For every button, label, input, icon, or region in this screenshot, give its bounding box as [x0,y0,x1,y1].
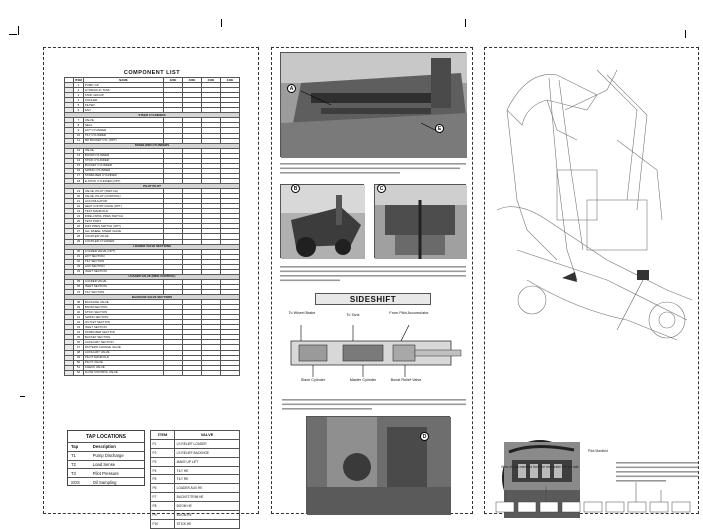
table-row [151,475,240,484]
crop-mark [9,34,17,35]
item-number: 1 [74,83,84,88]
caption-diagram [282,398,466,413]
item-number: 16 [74,168,84,173]
caption-mid [280,265,466,286]
crop-mark [18,26,19,35]
tap-locations-body [68,451,144,486]
item-number: 33 [74,264,84,269]
component-list-title: COMPONENT LIST [123,70,181,76]
item-name: FAN [83,108,163,113]
tap-locations-header [68,443,144,452]
valve-name: TILT RE [175,475,240,484]
item-number: 41 [74,315,84,320]
sideshift-banner: SIDESHIFT [315,293,431,305]
tap-id: T2 [68,460,90,469]
item-number: 51 [74,365,84,370]
item-number: 52 [74,370,84,375]
item-number: 9 [74,128,84,133]
item-number: 34 [74,269,84,274]
item-name: PILOT MANIFOLD [83,355,163,360]
item-number: 24 [74,214,84,219]
item-name: AUXILIARY SECTION [83,340,163,345]
item-number: 5 [74,103,84,108]
item-number: 18 [74,178,84,183]
part-number-cell [163,370,182,375]
item-name: LIFT SECTION [83,254,163,259]
item-name: RIDE CNTRL PRES SWITCH [83,214,163,219]
item-name: SWING SECTION [83,315,163,320]
item-name: E-STICK CYLINDER (OPT) [83,178,163,183]
crop-mark [20,396,25,397]
valve-name: TILT HE [175,466,240,475]
item-name: SWING CYLINDER [83,168,163,173]
callout-b: B [291,184,300,193]
item-number: 23 [74,209,84,214]
column-header: VALVE [175,431,240,440]
tap-id: T1 [68,451,90,460]
item-name: VALVE, PILOT (SWITCH) [83,189,163,194]
section-label: BACKHOE VALVE SECTIONS [65,295,240,300]
item-number: 42 [74,320,84,325]
item-name: VALVE [83,148,163,153]
item-number: 25 [74,219,84,224]
component-list-table [64,77,240,376]
tap-description: Pump Discharge [90,451,144,460]
tap-locations-table [68,442,144,486]
valve-item: P9 [151,511,175,520]
column-header: Tap [68,443,90,452]
column-header: 430E [182,78,201,83]
backhoe-line-drawing [487,50,697,345]
item-number: 50 [74,360,84,365]
item-name: HEAT CONTR VALVE (OPT) [83,204,163,209]
inset-caption: View of pilot manifold from the rear under the left side [501,465,580,469]
valve-item: P8 [151,502,175,511]
item-name: STABILIZER CYLINDER [83,173,163,178]
valve-name: BUCKET/TRIM HE [175,493,240,502]
item-number: 11 [74,138,84,143]
valve-name: LS RELIEF LOADER [175,439,240,448]
valve-list-body [151,439,240,528]
valve-item: P6 [151,484,175,493]
item-name: TILT CYLINDER [83,133,163,138]
item-number: 32 [74,259,84,264]
part-number-cell [220,370,239,375]
item-number: 7 [74,118,84,123]
item-name: COUPLER VALVE [83,234,163,239]
item-number: 31 [74,254,84,259]
item-number: 28 [74,234,84,239]
valve-item: P7 [151,493,175,502]
tap-locations-title: TAP LOCATIONS [86,434,126,440]
callout-c: C [377,184,386,193]
sideshift-hydraulic-diagram [281,311,467,395]
tap-id: T3 [68,469,90,478]
item-number: 37 [74,289,84,294]
section-label: LOADER VALVE SECTIONS [65,244,240,249]
item-number: 12 [74,148,84,153]
group-cell [65,370,74,375]
item-number: 17 [74,173,84,178]
valve-item: P5 [151,475,175,484]
column-header: NAME [83,78,163,83]
item-number: 29 [74,239,84,244]
item-number: 43 [74,325,84,330]
section-label: STEER CYLINDERS [65,113,240,118]
item-name: SEAL [83,123,163,128]
item-number: 47 [74,345,84,350]
schematic-strip [486,476,698,514]
pilot-manifold-label: Pilot Manifold [588,449,608,453]
item-name: LOADER VALVE (OPT) [83,249,163,254]
column-header: 444E [220,78,239,83]
tap-description: Load Sense [90,460,144,469]
section-label: LOADER VALVE (RIDE CONTROL) [65,274,240,279]
table-row [151,439,240,448]
valve-item: P3 [151,457,175,466]
item-name: TANK GROUP [83,93,163,98]
table-row [68,460,144,469]
tap-description: Pilot Pressure [90,469,144,478]
crop-mark [221,19,222,27]
label-slave-cylinder: Slave Cylinder [300,378,326,382]
item-name: STABILIZER SECTION [83,330,163,335]
valve-list-header [151,431,240,440]
column-header: Description [90,443,144,452]
valve-list-table [150,430,240,529]
item-name: PILOT VALVE [83,360,163,365]
item-name: ACCUMULATOR [83,199,163,204]
column-header: 440E [201,78,220,83]
table-row [68,451,144,460]
item-name: BACKHOE VALVE [83,300,163,305]
label-master-cylinder: Master Cylinder [349,378,377,382]
label-from-pilot-accumulator: From Pilot Accumulator [389,311,429,315]
item-name: FILTER [83,103,163,108]
component-list-body [65,83,240,376]
item-number: 22 [74,204,84,209]
item-number: 27 [74,229,84,234]
item-number: 38 [74,300,84,305]
valve-item: P1 [151,439,175,448]
tap-id: SOS [68,478,90,487]
item-number: 39 [74,305,84,310]
item-number: 36 [74,284,84,289]
item-name: COOLER [83,98,163,103]
label-to-wheel-brake: To Wheel Brake [288,311,316,315]
item-name: STICK CYLINDER [83,158,163,163]
column-header: ITEM [151,431,175,440]
valve-name: MAKE UP LIFT [175,457,240,466]
item-number: 4 [74,98,84,103]
valve-name: STICK HE [175,519,240,528]
item-number: 44 [74,330,84,335]
table-row [151,457,240,466]
crop-mark [685,30,686,38]
item-number: 15 [74,163,84,168]
sideshift-photo-top [280,52,466,157]
valve-name: BOOM RE [175,511,240,520]
valve-name: LOADER AUX HE [175,484,240,493]
item-name: INLET SECTION [83,325,163,330]
item-name: TILT SECTION [83,289,163,294]
item-name: ALL WHEEL STEER VALVE [83,229,163,234]
item-number: 30 [74,249,84,254]
item-name: PATTERN CHANGE VALVE [83,345,163,350]
item-name: BUCKET SECTION [83,335,163,340]
section-label: STABILIZER CYLINDERS [65,143,240,148]
table-row [65,370,240,375]
item-name: INLET SECTION [83,269,163,274]
item-number: 2 [74,88,84,93]
valve-item: P10 [151,519,175,528]
item-name: BOOM CYLINDER [83,153,163,158]
item-number: 10 [74,133,84,138]
item-number: 20 [74,194,84,199]
table-row [68,478,144,487]
item-number: 6 [74,108,84,113]
item-name: AUXILIARY VALVE [83,350,163,355]
table-row [151,519,240,528]
item-name: STICK SECTION [83,310,163,315]
item-name: OUTLET SECTION [83,320,163,325]
tap-description: Oil Sampling [90,478,144,487]
item-number: 45 [74,335,84,340]
callout-d: D [420,432,429,441]
part-number-cell [201,370,220,375]
sideshift-photo-c [374,184,466,258]
valve-item: P4 [151,466,175,475]
part-number-cell [182,370,201,375]
item-name: LIFT CYLINDER [83,128,163,133]
item-number: 21 [74,199,84,204]
valve-name: BOOM HE [175,502,240,511]
item-number: 13 [74,153,84,158]
item-name: FLOW CONTROL VALVE [83,370,163,375]
item-name: MP BUCKET CYL (OPT) [83,138,163,143]
item-name: CHECK VALVE [83,365,163,370]
item-number: 3 [74,93,84,98]
item-number: 14 [74,158,84,163]
table-row [151,493,240,502]
section-label: PILOT PILOT [65,183,240,188]
item-name: PUMP, GP [83,83,163,88]
item-name: HYDRAULIC TANK [83,88,163,93]
table-row [68,469,144,478]
table-row [151,466,240,475]
label-to-tank: To Tank [346,313,360,317]
item-number: 19 [74,189,84,194]
table-row [151,511,240,520]
item-number: 49 [74,355,84,360]
table-row [151,502,240,511]
valve-item: P2 [151,448,175,457]
item-number: 40 [74,310,84,315]
item-number: 35 [74,279,84,284]
item-name: VALVE, PILOT (CONTROL) [83,194,163,199]
item-name: BOOM SECTION [83,305,163,310]
item-number: 48 [74,350,84,355]
item-name: TILT SECTION [83,259,163,264]
table-row [151,484,240,493]
crop-mark [465,19,466,27]
item-name: DIFF PRES SWITCH (OPT) [83,224,163,229]
item-name: TEST MANIFOLD [83,209,163,214]
valve-name: LS RELIEF BACKHOE [175,448,240,457]
item-number: 26 [74,224,84,229]
item-name: VALVE [83,118,163,123]
item-name: AUX SECTION [83,264,163,269]
item-name: TEST PORT [83,219,163,224]
tap-locations-box [67,430,145,486]
column-header: 420E [163,78,182,83]
item-number: 46 [74,340,84,345]
sideshift-photo-b [280,184,364,258]
callout-a: A [287,84,296,93]
item-name: LOADER VALVE [83,279,163,284]
table-row [151,448,240,457]
callout-e: E [435,124,444,133]
label-boost-relief-valve: Boost Relief Valve [390,378,422,382]
item-name: INLET SECTION [83,284,163,289]
item-number: 8 [74,123,84,128]
item-name: COUPLER CYLINDER [83,239,163,244]
column-header: ITEM [75,77,82,82]
sideshift-photo-bottom [306,416,450,514]
item-name: BUCKET CYLINDER [83,163,163,168]
caption-top [280,162,466,177]
